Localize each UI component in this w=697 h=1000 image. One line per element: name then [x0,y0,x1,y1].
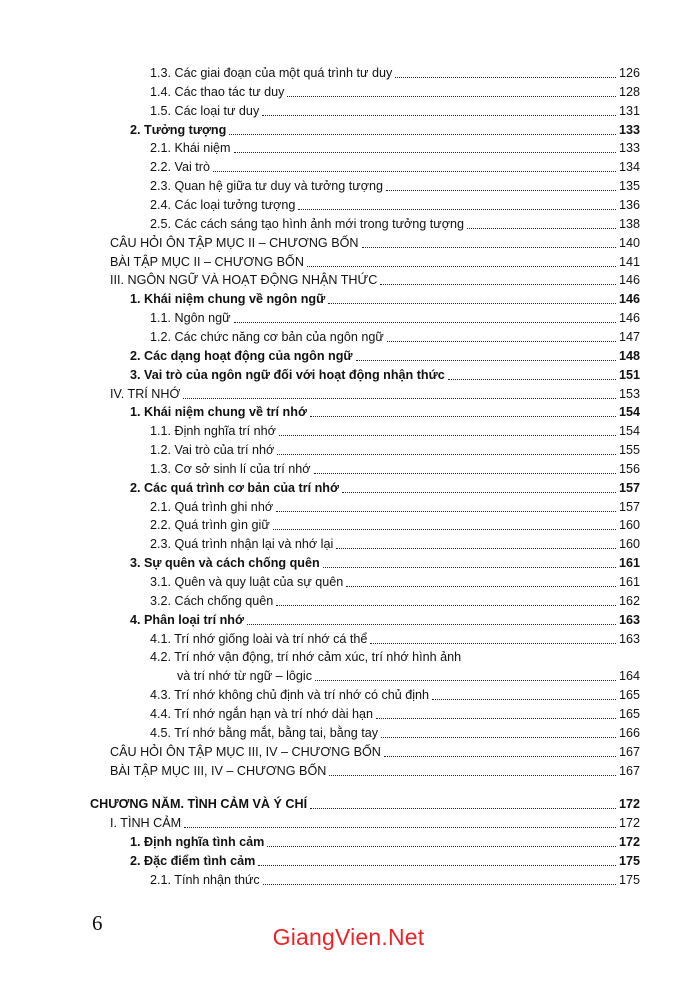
toc-entry [110,760,640,779]
toc-entry-title: 2.1. Khái niệm [150,141,231,156]
toc-entry [130,401,640,420]
dot-leader [279,434,616,436]
toc-entry [150,439,640,458]
toc-entry-page: 172 [618,816,640,831]
toc-entry-title: 2.2. Vai trò [150,160,210,175]
dot-leader [356,359,616,361]
toc-entry-page: 146 [618,292,640,307]
toc-entry-page: 126 [618,66,640,80]
toc-entry [130,609,640,628]
toc-entry [150,590,640,609]
toc-entry [150,646,640,665]
dot-leader [234,151,616,153]
toc-entry-page: 157 [618,480,640,495]
toc-entry-page: 165 [618,706,640,721]
toc-entry [130,345,640,364]
toc-entry [150,703,640,722]
toc-entry-page: 147 [618,329,640,344]
toc-entry-page: 163 [618,631,640,646]
toc-entry-page: 135 [618,179,640,194]
toc-entry [150,175,640,194]
toc-entry-page: 157 [618,499,640,514]
dot-leader [229,133,616,135]
toc-entry [150,514,640,533]
dot-leader [346,585,616,587]
toc-entry [110,812,640,831]
toc-entry-page: 133 [618,122,640,137]
toc-entry [150,156,640,175]
toc-entry-page: 141 [618,254,640,269]
toc-entry-page: 154 [618,405,640,420]
toc-entry-title: I. TÌNH CẢM [110,816,182,831]
dot-leader [298,208,616,210]
dot-leader [387,340,616,342]
dot-leader [380,283,616,285]
toc-entry [177,665,640,684]
toc-entry-title: 1.1. Định nghĩa trí nhớ [150,424,276,439]
toc-entry-title: 1.3. Cơ sở sinh lí của trí nhớ [150,461,311,476]
dot-leader [267,845,616,847]
toc-entry-title: 4.3. Trí nhớ không chủ định và trí nhớ có chủ định [150,688,430,703]
toc-entry-page: 175 [618,872,640,887]
toc-entry-title: 4.2. Trí nhớ vận động, trí nhớ cảm xúc, trí nhớ hình ảnh [150,650,462,665]
toc-entry-page: 153 [618,386,640,401]
toc-entry-title: 1. Định nghĩa tình cảm [130,835,265,849]
toc-entry [110,741,640,760]
dot-leader [328,302,616,304]
toc-entry-title: 1.2. Các chức năng cơ bản của ngôn ngữ [150,329,384,344]
toc-entry [110,232,640,251]
toc-entry [150,194,640,213]
toc-entry-title: CÂU HỎI ÔN TẬP MỤC III, IV – CHƯƠNG BỐN [110,744,381,759]
toc-entry-page: 166 [618,725,640,740]
toc-entry-page: 140 [618,235,640,250]
dot-leader [262,114,616,116]
toc-entry-page: 146 [618,311,640,325]
toc-entry-page: 160 [618,537,640,552]
dot-leader [276,510,616,512]
toc-entry [150,213,640,232]
toc-entry-title: 1.1. Ngôn ngữ [150,311,231,325]
toc-entry [110,251,640,270]
toc-entry-title: 2. Các dạng hoạt động của ngôn ngữ [130,348,353,363]
toc-entry-title: 2.4. Các loại tưởng tượng [150,197,296,212]
toc-entry-title: 3.1. Quên và quy luật của sự quên [150,575,344,589]
toc-entry-title: 1.3. Các giai đoạn của một quá trình tư duy [150,66,393,80]
toc-entry [130,119,640,138]
toc-entry-title: CHƯƠNG NĂM. TÌNH CẢM VÀ Ý CHÍ [90,797,308,812]
dot-leader [258,864,616,866]
dot-leader [213,170,616,172]
toc-entry-title: 2. Các quá trình cơ bản của trí nhớ [130,480,339,495]
toc-entry-title: 2.3. Quan hệ giữa tư duy và tưởng tượng [150,179,383,194]
toc-entry [130,552,640,571]
dot-leader [362,246,616,248]
toc-entry [130,850,640,869]
dot-leader [184,826,616,828]
toc-entry-page: 167 [618,763,640,778]
dot-leader [381,736,616,738]
dot-leader [432,698,616,700]
toc-entry-title: BÀI TẬP MỤC II – CHƯƠNG BỐN [110,254,304,269]
toc-entry-page: 128 [618,84,640,99]
toc-entry [150,81,640,100]
toc-entry-title: 4.4. Trí nhớ ngắn hạn và trí nhớ dài hạn [150,706,374,721]
dot-leader [448,378,616,380]
toc-entry-title: 2.3. Quá trình nhận lại và nhớ lại [150,537,334,552]
toc-entry-page: 172 [618,797,640,812]
toc-entry-page: 175 [618,853,640,868]
toc-entry [150,533,640,552]
toc-entry-page: 154 [618,424,640,439]
dot-leader [314,472,616,474]
toc-entry [150,62,640,81]
toc-entry [130,831,640,850]
toc-entry-title: 4.1. Trí nhớ giống loài và trí nhớ cá thể [150,631,368,646]
toc-entry-page: 172 [618,835,640,849]
toc-entry [130,288,640,307]
toc-entry-page: 138 [618,216,640,231]
toc-entry-page: 162 [618,593,640,608]
toc-entry-title: 2.5. Các cách sáng tạo hình ảnh mới trong tưởng tượng [150,216,464,231]
toc-entry-title: 3.2. Cách chống quên [150,593,274,608]
dot-leader [336,547,616,549]
toc-entry-page: 164 [618,669,640,684]
dot-leader [386,189,616,191]
dot-leader [370,642,616,644]
dot-leader [467,227,616,229]
toc-entry-page: 156 [618,461,640,476]
toc-entry-page: 167 [618,744,640,759]
toc-entry [90,793,640,812]
toc-entry [130,364,640,383]
toc-entry-title: 1.2. Vai trò của trí nhớ [150,443,275,457]
page-number: 6 [92,911,103,935]
toc-entry [150,628,640,647]
toc-entry-title: 1.5. Các loại tư duy [150,103,260,118]
toc-entry-title: 4. Phân loại trí nhớ [130,612,244,627]
toc-entry-page: 151 [618,367,640,382]
toc-entry-title: 4.5. Trí nhớ bằng mắt, bằng tai, bằng tay [150,725,379,740]
toc-entry [110,269,640,288]
dot-leader [276,604,616,606]
dot-leader [263,883,616,885]
toc-entry-page: 161 [618,556,640,571]
toc-entry-page: 131 [618,103,640,118]
dot-leader [247,623,616,625]
toc-entry-title: 3. Vai trò của ngôn ngữ đối với hoạt động nhận thức [130,367,445,382]
toc-entry [150,722,640,741]
toc-entry [150,496,640,515]
dot-leader [315,679,616,681]
toc-entry-title: 1. Khái niệm chung về ngôn ngữ [130,292,326,307]
toc-entry [150,326,640,345]
toc-entry-title: IV. TRÍ NHỚ [110,386,181,401]
dot-leader [384,755,616,757]
dot-leader [273,528,616,530]
toc-entry-title: BÀI TẬP MỤC III, IV – CHƯƠNG BỐN [110,763,327,778]
dot-leader [395,76,616,78]
toc-entry-title: 2. Đặc điểm tình cảm [130,853,256,868]
toc-entry-page: 165 [618,688,640,703]
dot-leader [287,95,616,97]
toc-entry [150,458,640,477]
dot-leader [376,717,616,719]
toc-entry-title: 1.4. Các thao tác tư duy [150,84,285,99]
toc-entry [150,571,640,590]
watermark: GiangVien.Net [272,924,425,950]
dot-leader [329,774,616,776]
toc-entry-title: 2.2. Quá trình gìn giữ [150,518,270,533]
dot-leader [234,321,616,323]
toc-entry-page: 136 [618,197,640,212]
toc-entry-title: 3. Sự quên và cách chống quên [130,556,320,571]
toc-entry-page: 155 [618,443,640,457]
toc-entry-page: 148 [618,348,640,363]
toc-entry-page: 163 [618,612,640,627]
toc-entry [150,307,640,326]
toc-entry-title: và trí nhớ từ ngữ – lôgic [177,669,313,684]
dot-leader [183,397,616,399]
toc-entry [130,477,640,496]
toc-entry-title: 2. Tưởng tượng [130,122,227,137]
toc-entry [150,420,640,439]
toc-entry-title: III. NGÔN NGỮ VÀ HOẠT ĐỘNG NHẬN THỨC [110,273,378,288]
toc-entry [150,684,640,703]
toc-entry-page: 133 [618,141,640,156]
toc-entry [150,100,640,119]
toc-entry-page: 134 [618,160,640,175]
toc-entry-title: 2.1. Tính nhận thức [150,872,260,887]
toc-entry-page: 160 [618,518,640,533]
dot-leader [342,491,616,493]
toc-entry [110,383,640,402]
toc-entry-page: 146 [618,273,640,288]
toc-entry-page: 161 [618,575,640,589]
toc-entry [150,869,640,888]
dot-leader [307,265,616,267]
toc-entry [150,137,640,156]
toc-entry-title: 1. Khái niệm chung về trí nhớ [130,405,307,420]
dot-leader [310,415,616,417]
dot-leader [323,566,616,568]
toc-entry-title: 2.1. Quá trình ghi nhớ [150,499,274,514]
dot-leader [277,453,616,455]
dot-leader [310,807,616,809]
toc-entry-title: CÂU HỎI ÔN TẬP MỤC II – CHƯƠNG BỐN [110,235,359,250]
